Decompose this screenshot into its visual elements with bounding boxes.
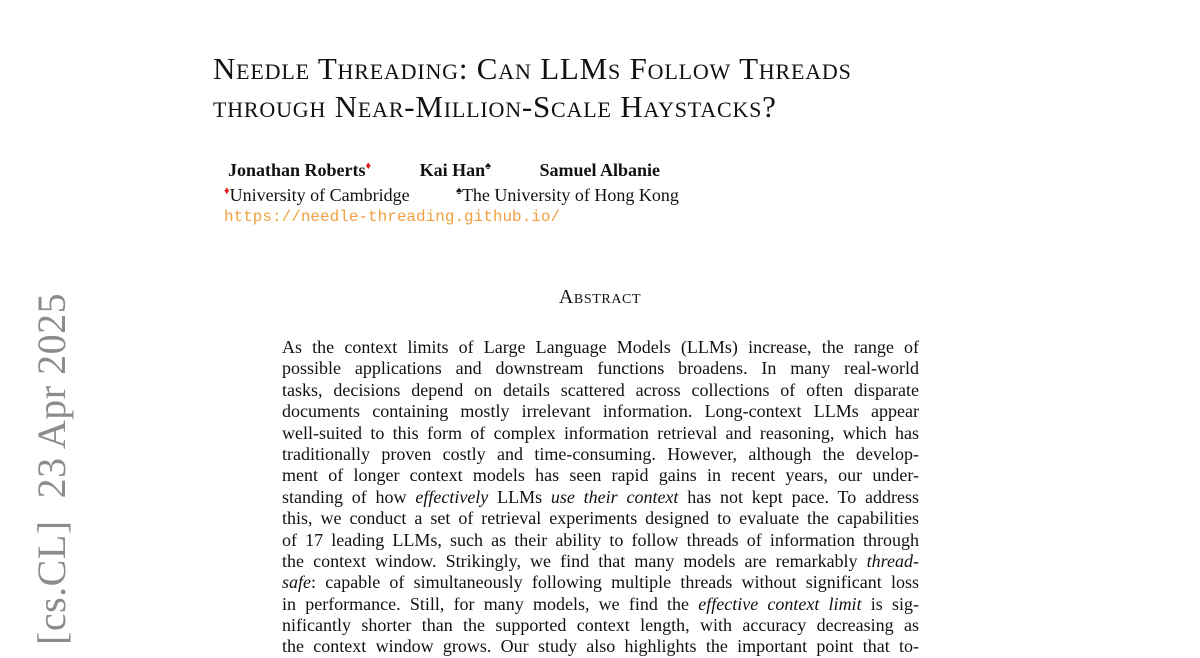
affiliation	[224, 185, 410, 206]
abstract-line	[282, 337, 919, 358]
abstract-text: documents containing mostly irrelevant information. Long-context LLMs appear	[282, 401, 919, 422]
abstract-line	[282, 423, 919, 444]
abstract-line	[282, 572, 919, 593]
affiliation-name: The University of Hong Kong	[461, 185, 679, 205]
abstract-line	[282, 465, 919, 486]
abstract-text: : capable of simultaneously following multiple threads without significant loss	[311, 572, 919, 593]
abstract-line	[282, 358, 919, 379]
abstract-text: standing of how	[282, 486, 416, 507]
abstract-text: this, we conduct a set of retrieval experiments designed to evaluate the capabilities	[282, 508, 919, 529]
arxiv-category: [cs.CL]	[29, 520, 74, 645]
spade-icon: ♠	[456, 185, 462, 197]
author-name: Jonathan Roberts	[228, 160, 366, 180]
abstract-text: has not kept pace. To address	[678, 486, 919, 507]
abstract-line	[282, 530, 919, 551]
abstract-heading: Abstract	[558, 286, 642, 308]
abstract-emphasis: effective context limit	[698, 593, 862, 614]
author	[540, 160, 661, 181]
abstract-line	[282, 551, 919, 572]
abstract-text: As the context limits of Large Language Models (LLMs) increase, the range of	[282, 337, 919, 357]
affiliation-name: University of Cambridge	[229, 185, 410, 205]
author	[420, 160, 491, 181]
abstract-text: ment of longer context models has seen rapid gains in recent years, our under-	[282, 465, 919, 486]
abstract-line	[282, 508, 919, 529]
abstract-text: well-suited to this form of complex information retrieval and reasoning, which has	[282, 422, 919, 443]
abstract-emphasis: use their context	[550, 486, 679, 507]
abstract-line	[282, 636, 919, 657]
abstract-text: of 17 leading LLMs, such as their ability to follow threads of information through	[282, 529, 919, 550]
abstract-line	[282, 401, 919, 422]
abstract-text: the context window. Strikingly, we find that many models are remarkably	[282, 550, 867, 571]
arxiv-identifier-sidebar	[28, 293, 75, 645]
arxiv-date: 23 Apr 2025	[29, 292, 74, 499]
diamond-icon: ♦	[224, 185, 230, 197]
paper-title	[213, 50, 1033, 126]
abstract-line	[282, 444, 919, 465]
affiliation	[456, 185, 679, 206]
author-name: Samuel Albanie	[539, 160, 661, 180]
abstract-line	[282, 615, 919, 636]
abstract-line	[282, 487, 919, 508]
abstract-emphasis: thread-	[866, 550, 919, 571]
abstract-emphasis: effectively	[415, 486, 489, 507]
abstract-line	[282, 594, 919, 615]
abstract-text: the context window grows. Our study also highlights the important point that to-	[282, 636, 919, 657]
abstract-text: traditionally proven costly and time-consuming. However, although the develop-	[282, 443, 919, 464]
author	[228, 160, 371, 181]
abstract-text: tasks, decisions depend on details scattered across collections of often disparate	[282, 379, 919, 400]
affiliation-list	[224, 185, 679, 206]
abstract-text: in performance. Still, for many models, we find the	[282, 593, 699, 614]
spade-icon: ♠	[485, 160, 491, 172]
author-list	[228, 160, 660, 181]
abstract-text: is sig-	[861, 593, 919, 614]
abstract-body	[282, 337, 919, 658]
abstract-text: nificantly shorter than the supported context length, with accuracy decreasing as	[282, 615, 919, 636]
diamond-icon: ♦	[365, 160, 372, 172]
abstract-emphasis: safe	[282, 572, 311, 593]
title-line-2: through Near-Million-Scale Haystacks?	[213, 89, 777, 124]
abstract-line	[282, 380, 919, 401]
project-url-link[interactable]: https://needle-threading.github.io/	[224, 208, 561, 226]
abstract-text: possible applications and downstream functions broadens. In many real-world	[282, 358, 919, 379]
author-name: Kai Han	[419, 160, 486, 180]
title-line-1: Needle Threading: Can LLMs Follow Threads	[213, 51, 852, 86]
abstract-text: LLMs	[488, 486, 551, 507]
